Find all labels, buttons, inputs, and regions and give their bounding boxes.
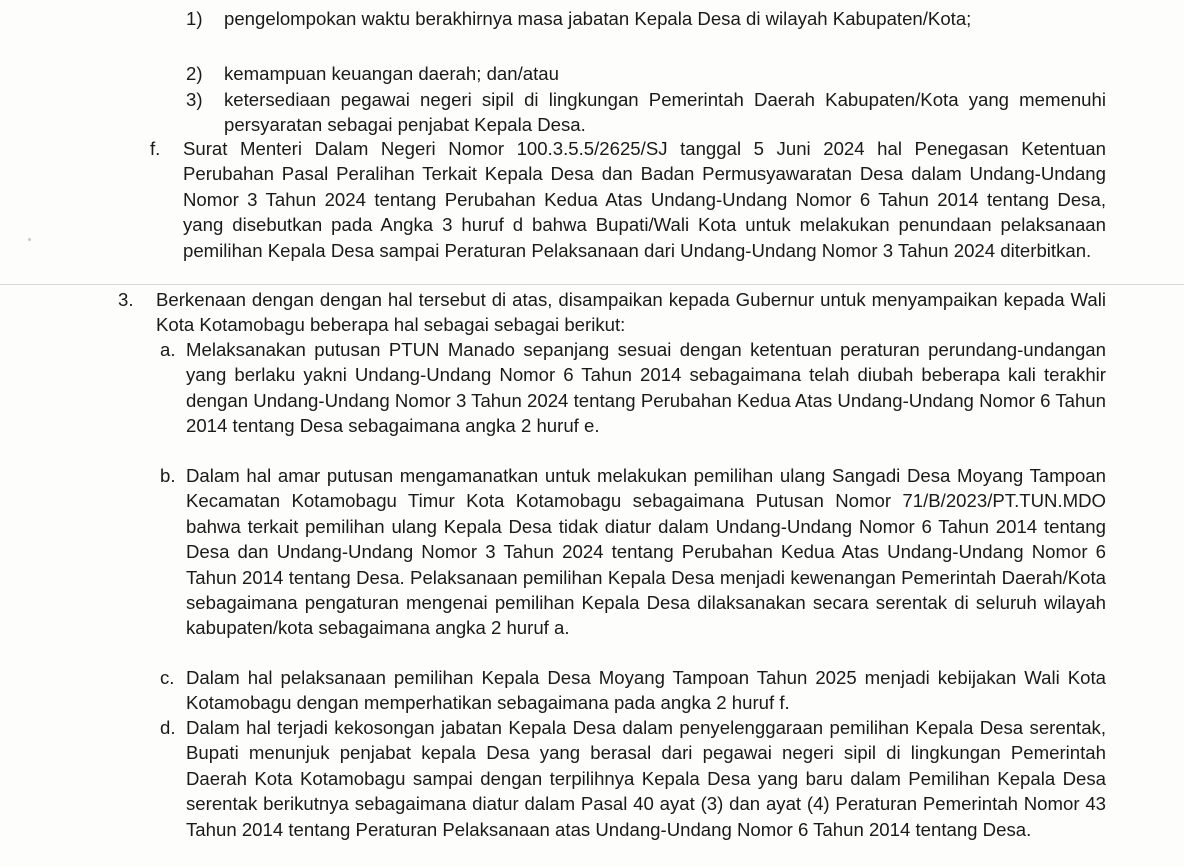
list-item-c [160,665,1106,716]
sub-item-3 [186,87,1106,138]
sub-item-marker: 1) [186,8,203,29]
sub-item-1 [186,6,1106,31]
sub-item-marker: 3) [186,89,203,110]
sub-item-marker: 2) [186,63,203,84]
list-item-a [160,337,1106,439]
list-item-marker: b. [160,465,176,486]
list-item-f [150,136,1106,263]
point-3 [118,287,1106,338]
list-item-text: Surat Menteri Dalam Negeri Nomor 100.3.5.5/2625/SJ tanggal 5 Juni 2024 hal Penegasan Ketentuan Perubahan Pasal Peralihan Terkait Kepala Desa dan Badan Permusyawaratan Desa dalam Undang-Undang Nomor 3 Tahun 2024 tentang Perubahan Kedua Atas Undang-Undang Nomor 6 Tahun 2014 tentang Desa, yang disebutkan pada Angka 3 huruf d bahwa Bupati/Wali Kota untuk melakukan penundaan pelaksanaan pemilihan Kepala Desa sampai Peraturan Pelaksanaan dari Undang-Undang Nomor 3 Tahun 2024 diterbitkan. [183,138,1106,261]
list-item-text: Dalam hal amar putusan mengamanatkan untuk melakukan pemilihan ulang Sangadi Desa Moyang Tampoan Kecamatan Kotamobagu Timur Kota Kotamobagu sebagaimana Putusan Nomor 71/B/2023/PT.TUN.MDO bahwa terkait pemilihan ulang Kepala Desa tidak diatur dalam Undang-Undang Nomor 6 Tahun 2014 tentang Desa dan Undang-Undang Nomor 3 Tahun 2024 tentang Perubahan Kedua Atas Undang-Undang Nomor 6 Tahun 2014 tentang Desa. Pelaksanaan pemilihan Kepala Desa menjadi kewenangan Pemerintah Daerah/Kota sebagaimana pengaturan mengenai pemilihan Kepala Desa dilaksanakan secara serentak di seluruh wilayah kabupaten/kota sebagaimana angka 2 huruf a. [186,465,1106,639]
list-item-marker: a. [160,339,176,360]
list-item-b [160,463,1106,641]
list-item-marker: d. [160,717,176,738]
scan-fold-line [0,284,1184,285]
list-item-d [160,715,1106,842]
sub-item-2 [186,61,1106,86]
list-item-text: Dalam hal terjadi kekosongan jabatan Kepala Desa dalam penyelenggaraan pemilihan Kepala Desa serentak, Bupati menunjuk penjabat kepala Desa yang berasal dari pegawai negeri sipil di lingkungan Pemerintah Daerah Kota Kotamobagu sampai dengan terpilihnya Kepala Desa yang baru dalam Pemilihan Kepala Desa serentak berikutnya sebagaimana diatur dalam Pasal 40 ayat (3) dan ayat (4) Peraturan Pemerintah Nomor 43 Tahun 2014 tentang Peraturan Pelaksanaan atas Undang-Undang Nomor 6 Tahun 2014 tentang Desa. [186,717,1106,840]
point-text: Berkenaan dengan dengan hal tersebut di atas, disampaikan kepada Gubernur untuk menyampaikan kepada Wali Kota Kotamobagu beberapa hal sebagai sebagai berikut: [156,289,1106,336]
sub-item-text: ketersediaan pegawai negeri sipil di lingkungan Pemerintah Daerah Kabupaten/Kota yang memenuhi persyaratan sebagai penjabat Kepala Desa. [224,89,1106,136]
list-item-marker: c. [160,667,175,688]
list-item-text: Melaksanakan putusan PTUN Manado sepanjang sesuai dengan ketentuan peraturan perundang-undangan yang berlaku yakni Undang-Undang Nomor 6 Tahun 2014 sebagaimana telah diubah beberapa kali terakhir dengan Undang-Undang Nomor 3 Tahun 2024 tentang Perubahan Kedua Atas Undang-Undang Nomor 6 Tahun 2014 tentang Desa sebagaimana angka 2 huruf e. [186,339,1106,437]
sub-item-text: kemampuan keuangan daerah; dan/atau [224,63,559,84]
sub-item-text: pengelompokan waktu berakhirnya masa jabatan Kepala Desa di wilayah Kabupaten/Kota; [224,8,972,29]
scan-speck [28,238,31,241]
list-item-text: Dalam hal pelaksanaan pemilihan Kepala Desa Moyang Tampoan Tahun 2025 menjadi kebijakan Wali Kota Kotamobagu dengan memperhatikan sebagaimana pada angka 2 huruf f. [186,667,1106,714]
point-marker: 3. [118,289,134,310]
list-item-marker: f. [150,138,161,159]
